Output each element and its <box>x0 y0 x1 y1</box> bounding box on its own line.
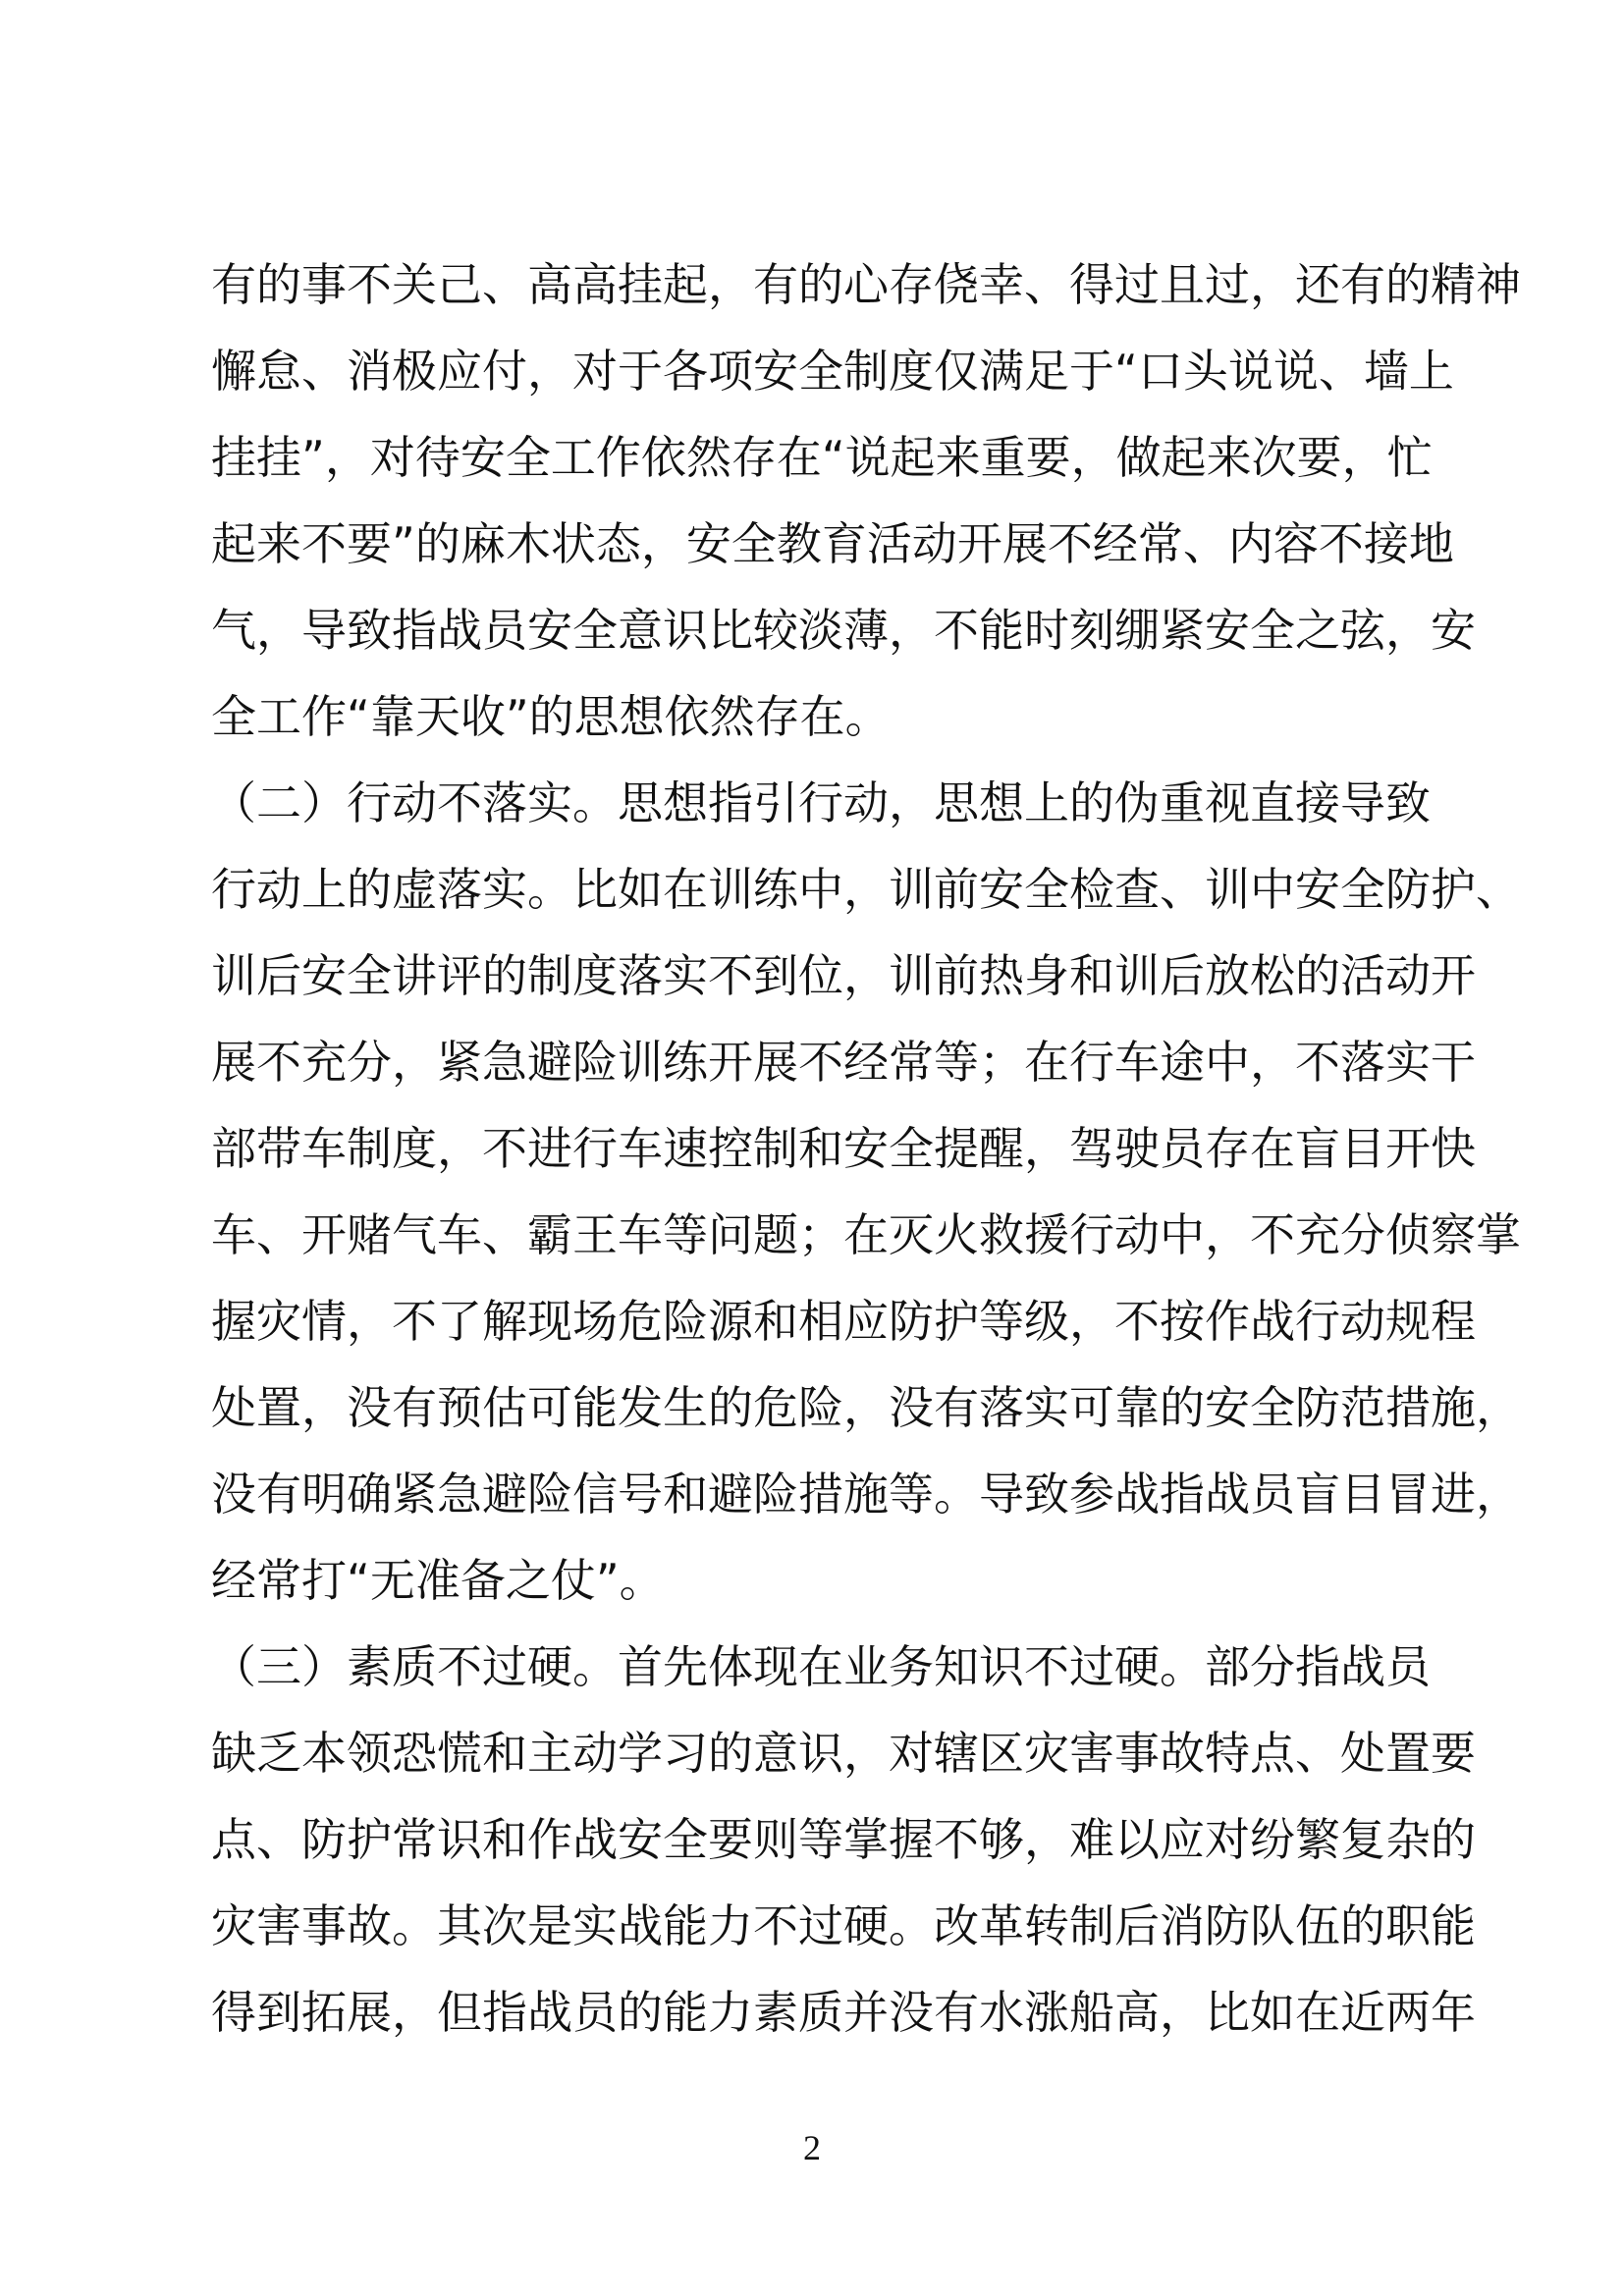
paragraph-1-line-5: 气，导致指战员安全意识比较淡薄，不能时刻绷紧安全之弦，安 <box>211 604 1476 657</box>
paragraph-2-line-4: 展不充分，紧急避险训练开展不经常等；在行车途中，不落实干 <box>211 1036 1476 1089</box>
paragraph-2-line-1: （二）行动不落实。思想指引行动，思想上的伪重视直接导致 <box>211 776 1431 829</box>
paragraph-1-line-1: 有的事不关己、高高挂起，有的心存侥幸、得过且过，还有的精神 <box>211 258 1521 311</box>
paragraph-2-line-6: 车、开赌气车、霸王车等问题；在灭火救援行动中，不充分侦察掌 <box>211 1208 1521 1261</box>
paragraph-2-line-2: 行动上的虚落实。比如在训练中，训前安全检查、训中安全防护、 <box>211 863 1521 916</box>
paragraph-2-line-7: 握灾情，不了解现场危险源和相应防护等级，不按作战行动规程 <box>211 1295 1476 1348</box>
paragraph-1-line-3: 挂挂”，对待安全工作依然存在“说起来重要，做起来次要，忙 <box>211 431 1433 484</box>
paragraph-3-line-1: （三）素质不过硬。首先体现在业务知识不过硬。部分指战员 <box>211 1640 1431 1693</box>
paragraph-3-line-2: 缺乏本领恐慌和主动学习的意识，对辖区灾害事故特点、处置要 <box>211 1727 1476 1780</box>
paragraph-3-line-3: 点、防护常识和作战安全要则等掌握不够，难以应对纷繁复杂的 <box>211 1813 1476 1866</box>
paragraph-1-line-4: 起来不要”的麻木状态，安全教育活动开展不经常、内容不接地 <box>211 517 1454 570</box>
paragraph-2-line-5: 部带车制度，不进行车速控制和安全提醒，驾驶员存在盲目开快 <box>211 1122 1476 1175</box>
page-number: 2 <box>803 2128 821 2167</box>
paragraph-1-line-2: 懈怠、消极应付，对于各项安全制度仅满足于“口头说说、墙上 <box>211 345 1454 398</box>
paragraph-3-line-5: 得到拓展，但指战员的能力素质并没有水涨船高，比如在近两年 <box>211 1986 1476 2039</box>
paragraph-3-line-4: 灾害事故。其次是实战能力不过硬。改革转制后消防队伍的职能 <box>211 1899 1476 1952</box>
paragraph-2-line-3: 训后安全讲评的制度落实不到位，训前热身和训后放松的活动开 <box>211 949 1476 1002</box>
paragraph-1-line-6: 全工作“靠天收”的思想依然存在。 <box>211 690 891 743</box>
paragraph-2-line-10: 经常打“无准备之仗”。 <box>211 1554 665 1607</box>
paragraph-2-line-9: 没有明确紧急避险信号和避险措施等。导致参战指战员盲目冒进， <box>211 1468 1521 1521</box>
paragraph-2-line-8: 处置，没有预估可能发生的危险，没有落实可靠的安全防范措施， <box>211 1381 1521 1434</box>
